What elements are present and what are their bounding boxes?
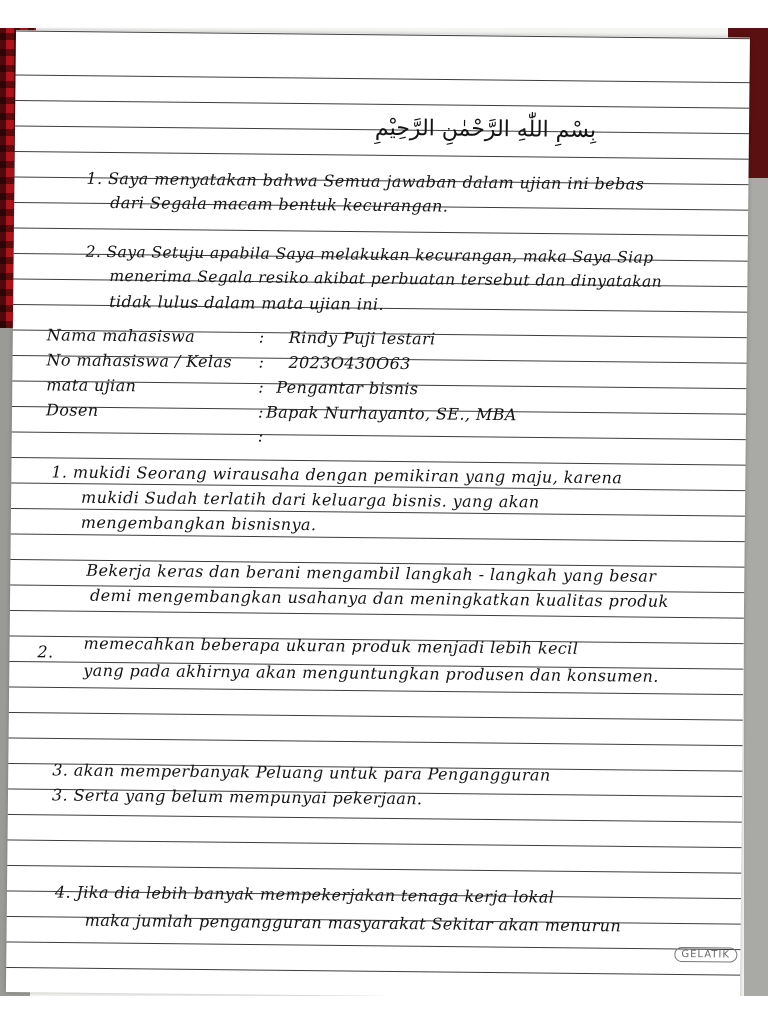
statement-item-1-line-1: 1. Saya menyatakan bahwa Semua jawaban dalam ujian ini bebas [86,168,645,194]
lecturer-value: Bapak Nurhayanto, SE., MBA [265,402,517,425]
student-id-label: No mahasiswa / Kelas [46,350,233,372]
background-top [0,0,768,28]
background-surface-right [744,178,768,996]
subject-value: Pengantar bisnis [276,377,419,399]
student-id-value: 2023O430O63 [288,352,411,374]
student-id-colon: : [258,352,265,372]
lined-paper [6,30,750,1000]
answer-3-line-2: 3. Serta yang belum mempunyai pekerjaan. [51,785,423,809]
answer-1b-line-2: demi mengembangkan usahanya dan meningkatkan kualitas produk [89,585,669,611]
notebook-brand-logo: GELATIK [674,947,737,963]
answer-3-line-1: 3. akan memperbanyak Peluang untuk para Pengangguran [52,760,551,785]
subject-label: mata ujian [46,375,137,396]
subject-colon: : [258,377,265,397]
lecturer-colon: : [257,402,264,422]
answer-1b-line-1: Bekerja keras dan berani mengambil langkah - langkah yang besar [86,560,657,586]
statement-item-2-line-2: menerima Segala resiko akibat perbuatan tersebut dan dinyatakan [109,266,663,291]
lecturer-label: Dosen [45,400,99,420]
answer-1-line-1: 1. mukidi Seorang wirausaha dengan pemikiran yang maju, karena [51,462,623,488]
answer-1-line-3: mengembangkan bisnisnya. [80,512,317,535]
answer-2-line-2: yang pada akhirnya akan menguntungkan produsen dan konsumen. [83,660,659,686]
answer-4-line-1: 4. Jika dia lebih banyak mempekerjakan tenaga kerja lokal [54,882,555,907]
name-colon: : [258,327,265,347]
statement-item-2-line-3: tidak lulus dalam mata ujian ini. [109,291,385,314]
statement-item-2-line-1: 2. Saya Setuju apabila Saya melakukan kecurangan, maka Saya Siap [85,242,654,267]
answer-2-number: 2. [37,642,54,662]
answer-2-line-1: memecahkan beberapa ukuran produk menjadi lebih kecil [83,633,579,658]
answer-1-line-2: mukidi Sudah terlatih dari keluarga bisnis. yang akan [81,487,540,512]
name-label: Nama mahasiswa [46,325,196,346]
statement-item-1-line-2: dari Segala macam bentuk kecurangan. [110,192,449,216]
answer-4-line-2: maka jumlah pengangguran masyarakat Sekitar akan menurun [84,910,622,936]
empty-field-colon: : [257,426,264,446]
basmala-heading: بِسْمِ اللّٰهِ الرَّحْمٰنِ الرَّحِيْمِ [374,115,597,144]
background-bottom [0,996,768,1024]
name-value: Rindy Puji lestari [288,327,436,349]
